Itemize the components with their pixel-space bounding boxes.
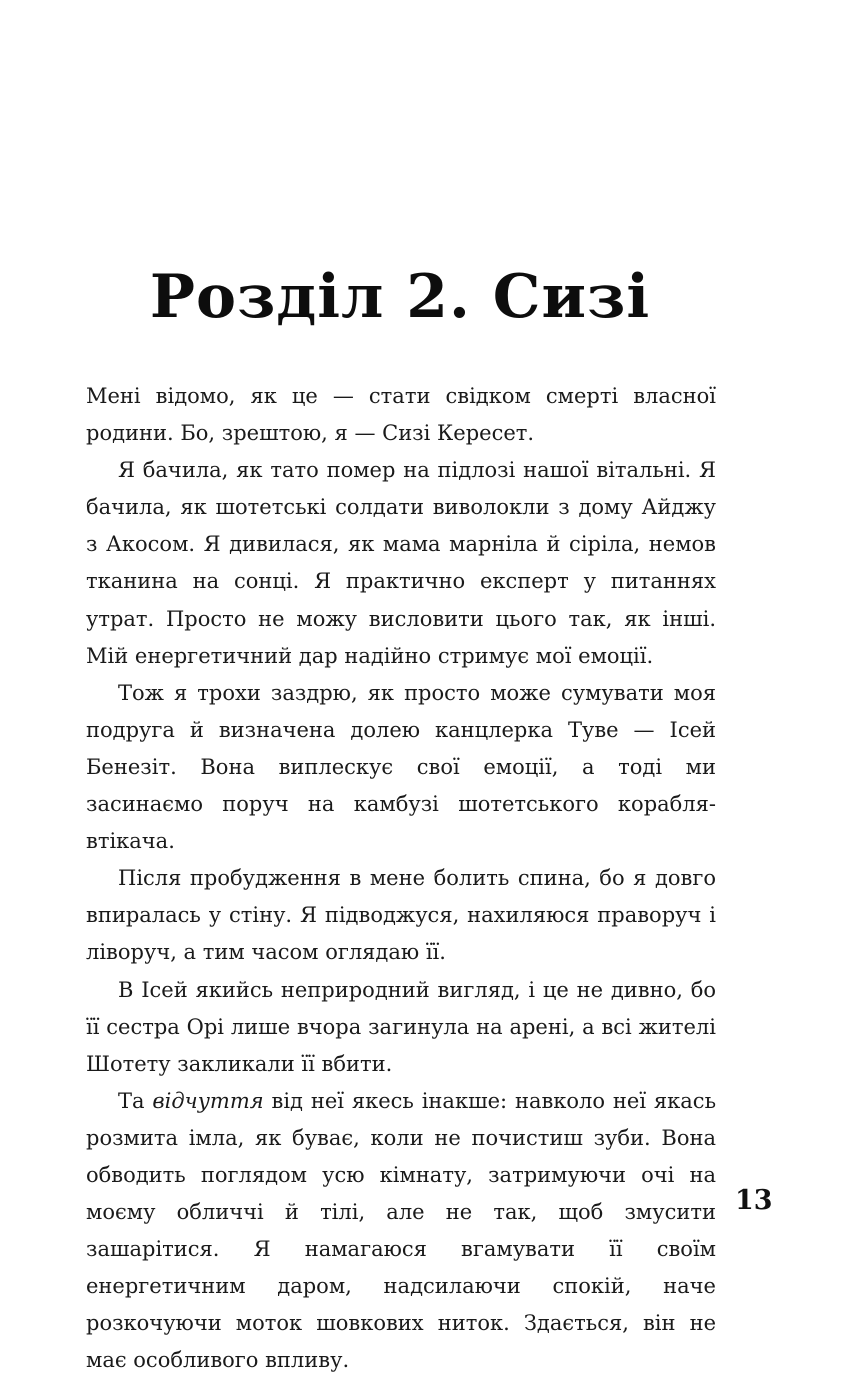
paragraph-text: Мені відомо, як це — стати свідком смерті власної родини. Бо, зрештою, я — Сизі Кересет. xyxy=(86,384,716,446)
paragraph xyxy=(86,452,716,675)
paragraph xyxy=(86,972,716,1083)
paragraph xyxy=(86,1083,716,1380)
paragraph-text: В Ісей якийсь неприродний вигляд, і це не дивно, бо її сестра Орі лише вчора загинула на арені, а всі жителі Шотету закликали її вбити. xyxy=(86,977,716,1076)
page-number: 13 xyxy=(735,1185,773,1216)
paragraph-text: Я бачила, як тато помер на підлозі нашої вітальні. Я бачила, як шотетські солдати виволокли з дому Айджу з Акосом. Я дивилася, як мама марніла й сіріла, немов тканина на сонці. Я практично експерт у питаннях утрат. Просто не можу висловити цього так, як інші. Мій енергетичний дар надійно стримує мої емоції. xyxy=(86,458,716,668)
emphasized-word: відчуття xyxy=(152,1088,264,1113)
paragraph xyxy=(86,675,716,860)
paragraph-text: Після пробудження в мене болить спина, бо я довго впиралась у стіну. Я підводжуся, нахиляюся праворуч і ліворуч, а тим часом оглядаю її. xyxy=(86,866,716,965)
paragraph-text: Та xyxy=(118,1088,153,1113)
paragraph xyxy=(86,378,716,452)
paragraph xyxy=(86,860,716,971)
paragraph-text: від неї якесь інакше: навколо неї якась розмита імла, як буває, коли не почистиш зуби. Вона обводить поглядом усю кімнату, затримуючи очі на моєму обличчі й тілі, але не так, щоб змусити зашарітися. Я намагаюся вгамувати її своїм енергетичним даром, надсилаючи спокій, наче розкочуючи моток шовкових ниток. Здається, він не має особливого впливу. xyxy=(86,1088,717,1373)
chapter-title: Розділ 2. Сизі xyxy=(149,262,651,332)
paragraph-text: Тож я трохи заздрю, як просто може сумувати моя подруга й визначена долею канцлерка Туве — Ісей Бенезіт. Вона виплескує свої емоції, а тоді ми засинаємо поруч на камбузі шотетського корабля-втікача. xyxy=(86,680,716,854)
body-text xyxy=(86,378,716,1380)
